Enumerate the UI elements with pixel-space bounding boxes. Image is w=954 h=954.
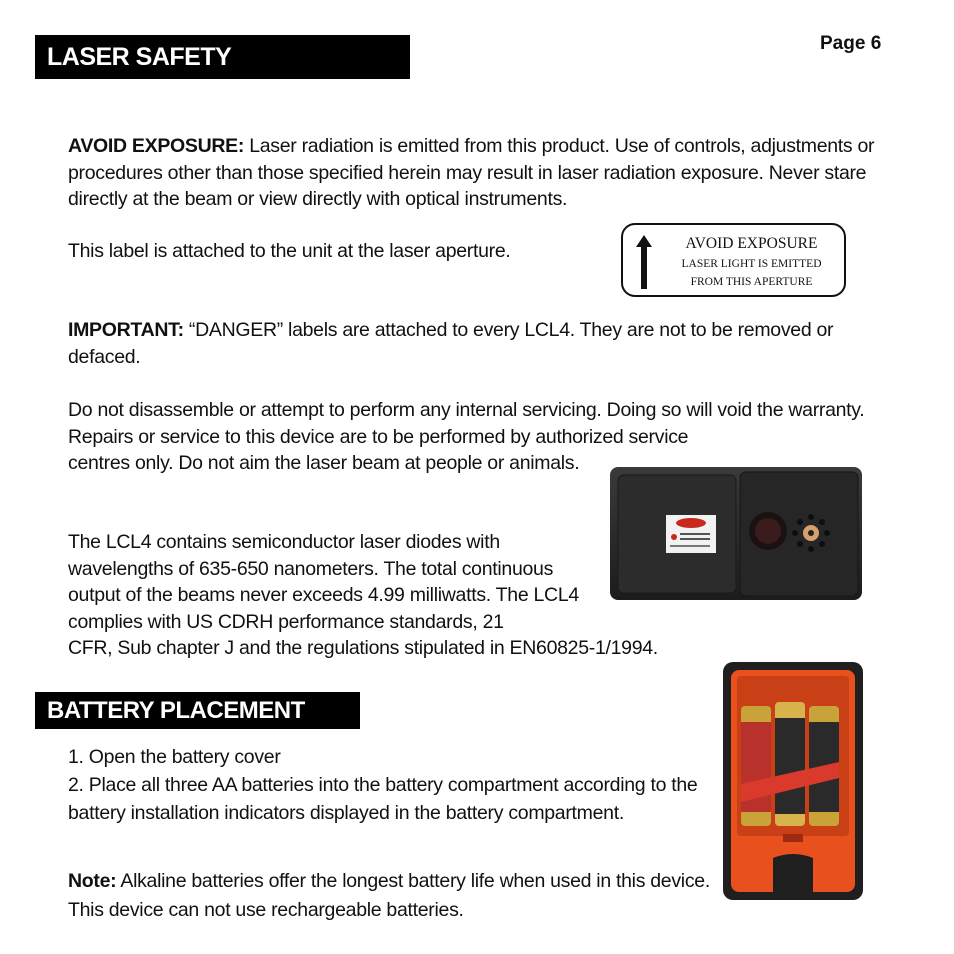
battery-compartment-photo xyxy=(723,662,863,900)
battery-steps-list xyxy=(68,743,708,827)
battery-placement-heading: BATTERY PLACEMENT xyxy=(35,692,360,729)
battery-step-2: 2. Place all three AA batteries into the battery compartment according to the battery installation indicators displayed in the battery compartment. xyxy=(68,774,698,824)
battery-step-1: 1. Open the battery cover xyxy=(68,746,281,768)
laser-diodes-paragraph: The LCL4 contains semiconductor laser diodes with wavelengths of 635-650 nanometers. The total continuous output of the beams never exceeds 4.99 milliwatts. The LCL4 complies with US CDRH performance standards, 21 xyxy=(68,531,579,633)
disassemble-paragraph-continued: centres only. Do not aim the laser beam at people or animals. xyxy=(68,452,580,474)
battery-note xyxy=(68,867,718,925)
avoid-exposure-lead: AVOID EXPOSURE: xyxy=(68,135,245,157)
avoid-exposure-text: Laser radiation is emitted from this product. Use of controls, adjustments or procedures other than those specified herein may result in laser radiation exposure. Never stare directly at the beam or view directly with optical instruments. xyxy=(68,135,875,210)
disassemble-paragraph: Do not disassemble or attempt to perform any internal servicing. Doing so will void the warranty. Repairs or service to this device are to be performed by authorized service xyxy=(68,399,865,448)
page-number: Page 6 xyxy=(820,33,882,54)
avoid-exposure-warning-label xyxy=(621,223,846,297)
important-text: “DANGER” labels are attached to every LCL4. They are not to be removed or defaced. xyxy=(68,319,834,368)
laser-diodes-paragraph-continued: CFR, Sub chapter J and the regulations stipulated in EN60825-1/1994. xyxy=(68,637,658,659)
note-lead: Note: xyxy=(68,870,117,892)
label-note: This label is attached to the unit at the laser aperture. xyxy=(68,240,511,262)
avoid-exposure-paragraph xyxy=(68,133,878,213)
laser-safety-heading: LASER SAFETY xyxy=(35,35,410,79)
warning-label-line2: FROM THIS APERTURE xyxy=(690,276,813,288)
laser-aperture-photo xyxy=(610,467,862,600)
note-text: Alkaline batteries offer the longest battery life when used in this device. This device can not use rechargeable batteries. xyxy=(68,870,710,921)
important-paragraph xyxy=(68,317,878,370)
warning-label-line1: LASER LIGHT IS EMITTED xyxy=(681,258,822,270)
warning-label-title: AVOID EXPOSURE xyxy=(685,235,818,252)
important-lead: IMPORTANT: xyxy=(68,319,184,341)
up-arrow-icon xyxy=(636,235,652,289)
